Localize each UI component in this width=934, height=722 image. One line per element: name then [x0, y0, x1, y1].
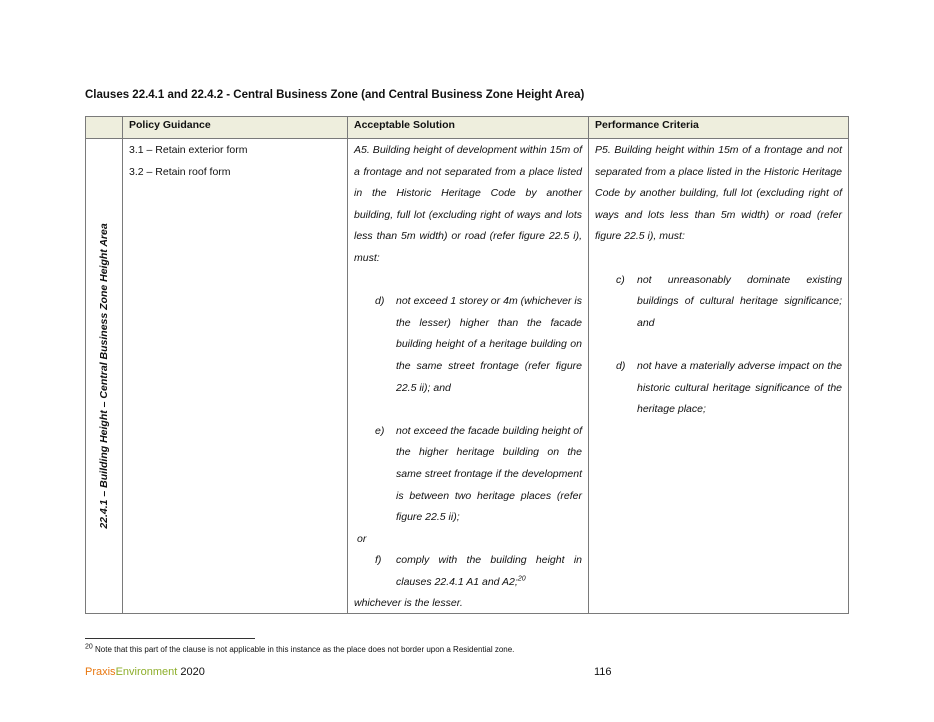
side-label: 22.4.1 – Building Height – Central Business Zone Height Area — [98, 222, 110, 529]
list-item — [354, 291, 582, 399]
footer-year: 2020 — [180, 666, 205, 678]
clause-table — [85, 116, 849, 614]
item-label: d) — [375, 295, 385, 308]
footnote-number: 20 — [85, 643, 93, 651]
or-text: or — [357, 532, 367, 545]
item-text: not exceed 1 storey or 4m (whichever is the lesser) higher than the facade building height of a heritage building on the same street frontage (refer figure 22.5 ii); and — [396, 295, 582, 394]
header-acceptable-solution: Acceptable Solution — [354, 119, 455, 131]
item-label: e) — [375, 424, 385, 437]
closing-text: whichever is the lesser. — [354, 597, 463, 610]
page-title: Clauses 22.4.1 and 22.4.2 - Central Business Zone (and Central Business Zone Height Area) — [85, 89, 585, 101]
item-text: not have a materially adverse impact on the historic cultural heritage significance of the heritage place; — [637, 359, 842, 416]
policy-item: 3.2 – Retain roof form — [129, 165, 231, 178]
list-item — [354, 550, 582, 593]
item-text: not exceed the facade building height of the higher heritage building on the same street frontage if the development is between two heritage places (refer figure 22.5 ii); — [396, 424, 582, 524]
footer-brand — [85, 666, 205, 678]
item-label: c) — [616, 273, 625, 286]
footnote-text: Note that this part of the clause is not applicable in this instance as the place does not border upon a Residential zone. — [95, 645, 515, 654]
footnote-divider — [85, 638, 255, 639]
item-label: d) — [616, 359, 626, 372]
footnote — [85, 645, 514, 654]
item-text: comply with the building height in clauses 22.4.1 A1 and A2; — [396, 554, 582, 588]
list-item — [595, 356, 842, 421]
policy-guidance-cell — [123, 138, 347, 613]
side-label-cell — [86, 138, 122, 613]
list-item — [595, 270, 842, 335]
header-policy-guidance: Policy Guidance — [129, 119, 211, 131]
performance-criteria-intro: P5. Building height within 15m of a frontage and not separated from a place listed in the Historic Heritage Code by another building, full lot (excluding right of ways and lots less than 5m width) or road (refer figure 22.5 i), must: — [595, 144, 842, 243]
acceptable-solution-intro: A5. Building height of development within 15m of a frontage and not separated from a place listed in the Historic Heritage Code by another building, full lot (excluding right of ways and lots less than 5m width) or road (refer figure 22.5 i), must: — [354, 144, 582, 264]
item-text: not unreasonably dominate existing buildings of cultural heritage significance; and — [637, 273, 842, 329]
footnote-ref: 20 — [517, 575, 526, 583]
page-number: 116 — [594, 666, 612, 678]
list-item — [354, 421, 582, 529]
acceptable-solution-cell — [348, 138, 588, 613]
item-label: f) — [375, 554, 382, 567]
header-performance-criteria: Performance Criteria — [595, 119, 699, 131]
brand-part-2: Environment — [115, 666, 178, 678]
brand-part-1: Praxis — [85, 666, 116, 678]
policy-item: 3.1 – Retain exterior form — [129, 144, 248, 156]
performance-criteria-cell — [589, 138, 848, 613]
